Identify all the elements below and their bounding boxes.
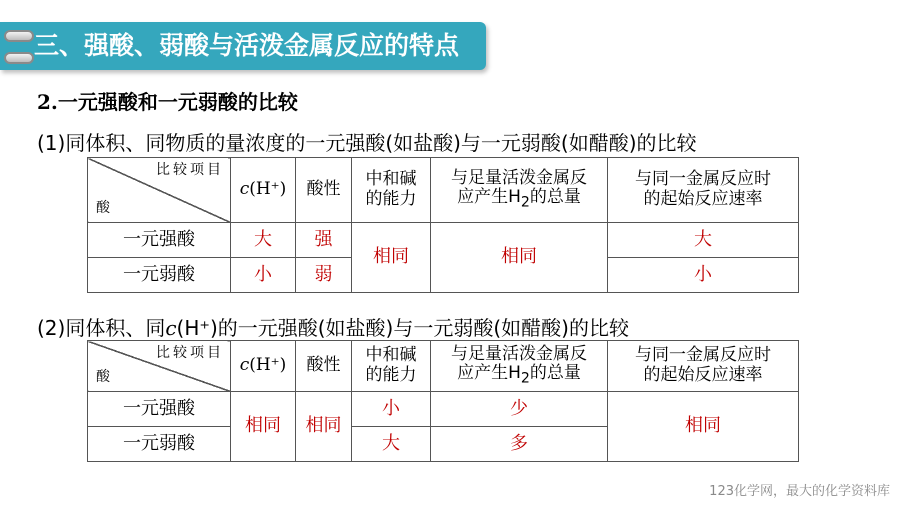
header-acidity: 酸性 bbox=[296, 158, 352, 223]
header-h2-total: 与足量活泼金属反 应产生$H_2$的总量 bbox=[431, 341, 608, 392]
diagonal-header-cell bbox=[88, 341, 231, 392]
t2-strong-neutralize: 小 bbox=[352, 392, 431, 427]
t1-strong-acidity: 强 bbox=[296, 223, 352, 258]
row-label-strong: 一元强酸 bbox=[88, 392, 231, 427]
header-neutralize: 中和碱 的能力 bbox=[352, 158, 431, 223]
t2-weak-neutralize: 大 bbox=[352, 427, 431, 462]
binder-rings-icon bbox=[4, 24, 34, 70]
t2-acidity: 相同 bbox=[296, 392, 352, 462]
diag-header-acid: 酸 bbox=[96, 199, 110, 216]
t1-weak-c: 小 bbox=[231, 258, 296, 293]
diag-header-items: 比较项目 bbox=[156, 345, 224, 361]
row-label-strong: 一元强酸 bbox=[88, 223, 231, 258]
t1-strong-c: 大 bbox=[231, 223, 296, 258]
t2-rate: 相同 bbox=[608, 392, 799, 462]
diagonal-header-cell bbox=[88, 158, 231, 223]
table-header-row bbox=[88, 341, 799, 392]
table-row bbox=[88, 392, 799, 427]
header-neutralize: 中和碱 的能力 bbox=[352, 341, 431, 392]
diag-header-acid: 酸 bbox=[96, 368, 110, 385]
t2-strong-h2: 少 bbox=[431, 392, 608, 427]
header-c-h: c(H⁺) bbox=[231, 158, 296, 223]
t1-weak-rate: 小 bbox=[608, 258, 799, 293]
header-initial-rate: 与同一金属反应时 的起始反应速率 bbox=[608, 341, 799, 392]
t1-weak-acidity: 弱 bbox=[296, 258, 352, 293]
t1-strong-rate: 大 bbox=[608, 223, 799, 258]
header-h2-total: 与足量活泼金属反 应产生$H_2$的总量 bbox=[431, 158, 608, 223]
header-initial-rate: 与同一金属反应时 的起始反应速率 bbox=[608, 158, 799, 223]
row-label-weak: 一元弱酸 bbox=[88, 258, 231, 293]
table-row bbox=[88, 223, 799, 258]
table-header-row bbox=[88, 158, 799, 223]
page-heading: 2.一元强酸和一元弱酸的比较 bbox=[37, 90, 298, 114]
t2-c: 相同 bbox=[231, 392, 296, 462]
t1-h2-total: 相同 bbox=[431, 223, 608, 293]
header-c-h: c(H⁺) bbox=[231, 341, 296, 392]
header-acidity: 酸性 bbox=[296, 341, 352, 392]
row-label-weak: 一元弱酸 bbox=[88, 427, 231, 462]
t1-neutralize: 相同 bbox=[352, 223, 431, 293]
comparison-table-2 bbox=[87, 340, 799, 462]
comparison-table-1 bbox=[87, 157, 799, 293]
subsection-2-title: (2)同体积、同c(H⁺)的一元强酸(如盐酸)与一元弱酸(如醋酸)的比较 bbox=[37, 316, 629, 340]
banner-title: 三、强酸、弱酸与活泼金属反应的特点 bbox=[34, 31, 460, 60]
footer-watermark: 123化学网，最大的化学资料库 bbox=[709, 484, 890, 499]
section-banner bbox=[0, 22, 486, 70]
diag-header-items: 比较项目 bbox=[156, 162, 224, 178]
subsection-1-title: (1)同体积、同物质的量浓度的一元强酸(如盐酸)与一元弱酸(如醋酸)的比较 bbox=[37, 131, 697, 155]
t2-weak-h2: 多 bbox=[431, 427, 608, 462]
